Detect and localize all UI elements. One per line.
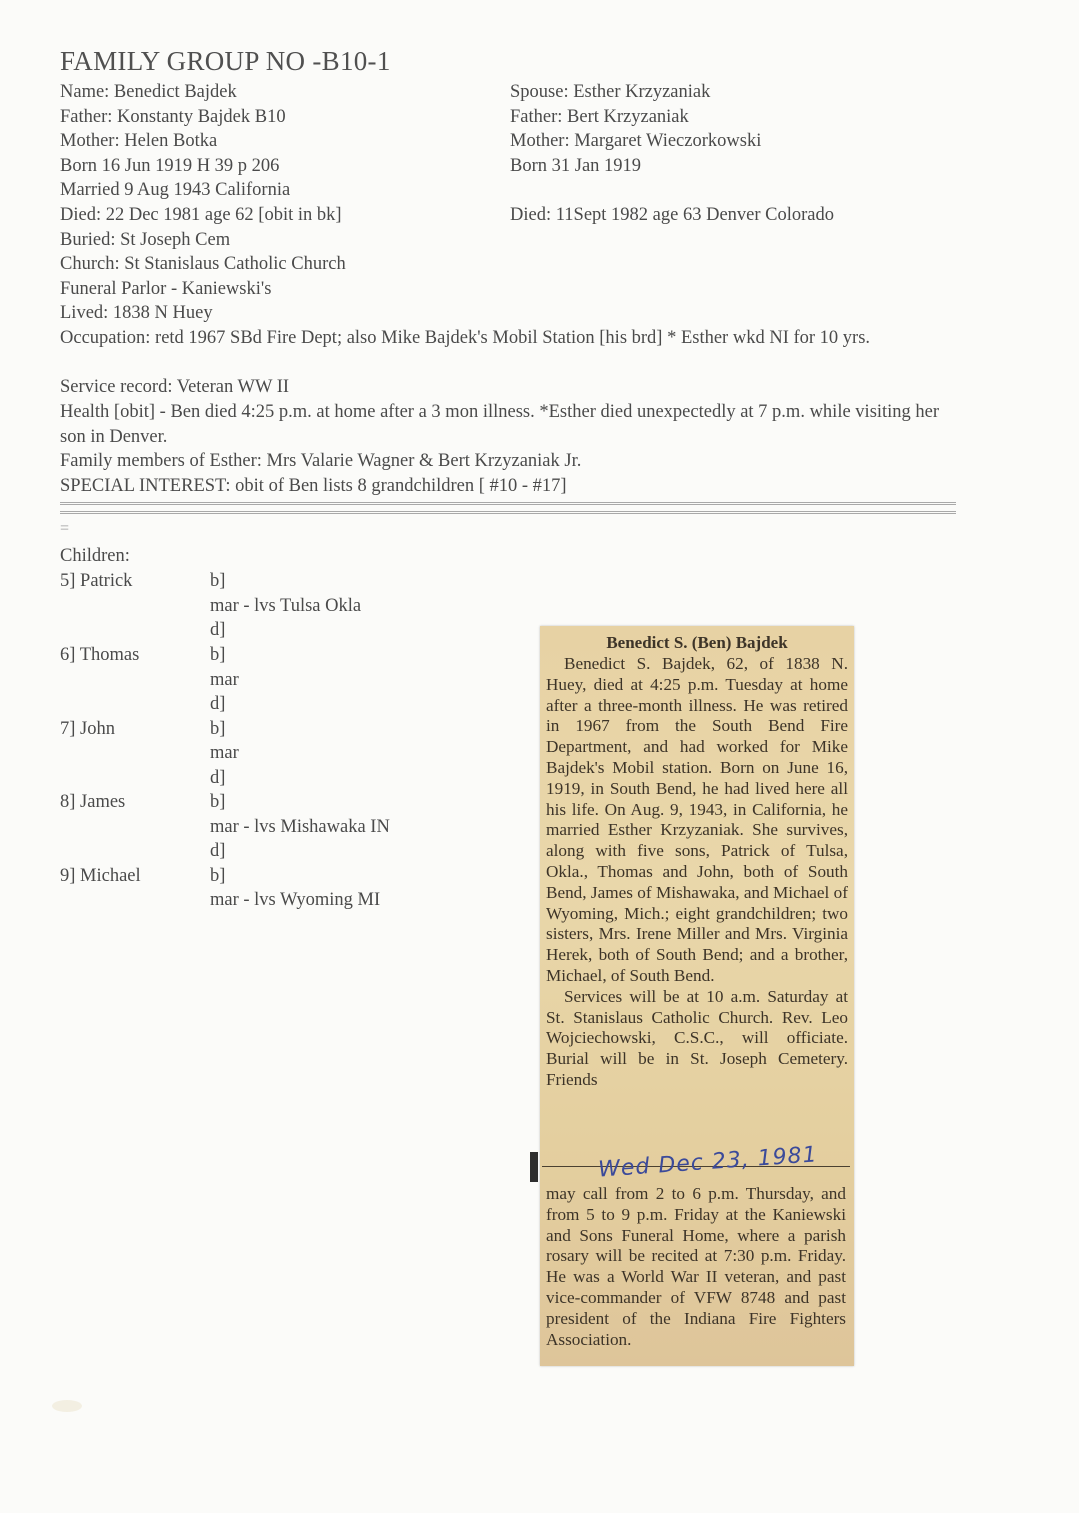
child-died: d] bbox=[210, 620, 226, 640]
obituary-paragraph: may call from 2 to 6 p.m. Thursday, and from 5 to 9 p.m. Friday at the Kaniewski and Sons Funeral Home, where a parish rosary will be recited at 7:30 p.m. Friday. He was a World War II veteran, and past vice-commander of VFW 8748 and past president of the Indiana Fire Fighters Association. bbox=[546, 1184, 846, 1349]
subject-details bbox=[60, 80, 346, 326]
obituary-paragraph: Services will be at 10 a.m. Saturday at St. Stanislaus Catholic Church. Rev. Leo Wojciechowski, C.S.C., will officiate. Burial will be in St. Joseph Cemetery. Friends bbox=[546, 986, 848, 1089]
child-born: b] bbox=[210, 645, 226, 665]
family-members-line: Family members of Esther: Mrs Valarie Wagner & Bert Krzyzaniak Jr. bbox=[60, 451, 582, 471]
spouse-mother-line: Mother: Margaret Wieczorkowski bbox=[510, 131, 762, 152]
married-line: Married 9 Aug 1943 California bbox=[60, 180, 291, 201]
child-died: d] bbox=[210, 841, 226, 861]
special-interest-line: SPECIAL INTEREST: obit of Ben lists 8 grandchildren [ #10 - #17] bbox=[60, 476, 567, 496]
child-name: 8] James bbox=[60, 792, 126, 812]
funeral-parlor-line: Funeral Parlor - Kaniewski's bbox=[60, 278, 272, 299]
children-label: Children: bbox=[60, 546, 130, 566]
child-married: mar - lvs Wyoming MI bbox=[210, 890, 381, 910]
buried-line: Buried: St Joseph Cem bbox=[60, 229, 231, 250]
obituary-clipping bbox=[540, 626, 854, 1366]
service-record-line: Service record: Veteran WW II bbox=[60, 377, 290, 397]
child-died: d] bbox=[210, 694, 226, 714]
child-name: 6] Thomas bbox=[60, 645, 140, 665]
child-born: b] bbox=[210, 866, 226, 886]
child-born: b] bbox=[210, 571, 226, 591]
child-born: b] bbox=[210, 719, 226, 739]
health-line: Health [obit] - Ben died 4:25 p.m. at home after a 3 mon illness. *Esther died unexpectedly at 7 p.m. while visiting her son in Denver. bbox=[60, 402, 940, 447]
lived-line: Lived: 1838 N Huey bbox=[60, 303, 213, 324]
child-name: 5] Patrick bbox=[60, 571, 133, 591]
child-born: b] bbox=[210, 792, 226, 812]
name-line: Name: Benedict Bajdek bbox=[60, 82, 237, 102]
died-line: Died: 22 Dec 1981 age 62 [obit in bk] bbox=[60, 204, 342, 225]
child-married: mar bbox=[210, 670, 239, 690]
father-line: Father: Konstanty Bajdek B10 bbox=[60, 106, 286, 127]
spouse-details bbox=[510, 80, 834, 228]
divider-rule-tail: = bbox=[60, 520, 70, 537]
child-married: mar - lvs Mishawaka IN bbox=[210, 817, 390, 837]
child-died: d] bbox=[210, 768, 226, 788]
mother-line: Mother: Helen Botka bbox=[60, 131, 218, 152]
spouse-line: Spouse: Esther Krzyzaniak bbox=[510, 82, 711, 102]
handwritten-date: Wed Dec 23, 1981 bbox=[597, 1142, 819, 1183]
spouse-born-line: Born 31 Jan 1919 bbox=[510, 155, 642, 176]
divider-rule bbox=[60, 502, 956, 514]
page-title: FAMILY GROUP NO -B10-1 bbox=[60, 46, 391, 76]
spouse-died-line: Died: 11Sept 1982 age 63 Denver Colorado bbox=[510, 204, 835, 225]
clipping-tape-mark bbox=[530, 1152, 538, 1182]
child-name: 7] John bbox=[60, 719, 115, 739]
obituary-headline: Benedict S. (Ben) Bajdek bbox=[606, 633, 788, 652]
church-line: Church: St Stanislaus Catholic Church bbox=[60, 254, 346, 275]
child-married: mar - lvs Tulsa Okla bbox=[210, 596, 362, 616]
spouse-father-line: Father: Bert Krzyzaniak bbox=[510, 106, 689, 127]
child-married: mar bbox=[210, 743, 239, 763]
child-name: 9] Michael bbox=[60, 866, 141, 886]
obituary-paragraph: Benedict S. Bajdek, 62, of 1838 N. Huey, died at 4:25 p.m. Tuesday at home after a three-month illness. He was retired in 1967 from the South Bend Fire Department, and had worked for Mike Bajdek's Mobil station. Born on June 16, 1919, in South Bend, he had lived here all his life. On Aug. 9, 1943, in California, he married Esther Krzyzaniak. She survives, along with five sons, Patrick of Tulsa, Okla., Thomas and John, both of South Bend, James of Mishawaka, and Michael of Wyoming, Mich.; eight grandchildren; two sisters, Mrs. Irene Miller and Mrs. Virginia Herek, both of South Bend; and a brother, Michael, of South Bend. bbox=[546, 654, 848, 985]
born-line: Born 16 Jun 1919 H 39 p 206 bbox=[60, 155, 280, 176]
occupation-line: Occupation: retd 1967 SBd Fire Dept; also Mike Bajdek's Mobil Station [his brd] * Esther wkd NI for 10 yrs. bbox=[60, 328, 871, 348]
paper-smudge bbox=[52, 1400, 82, 1412]
